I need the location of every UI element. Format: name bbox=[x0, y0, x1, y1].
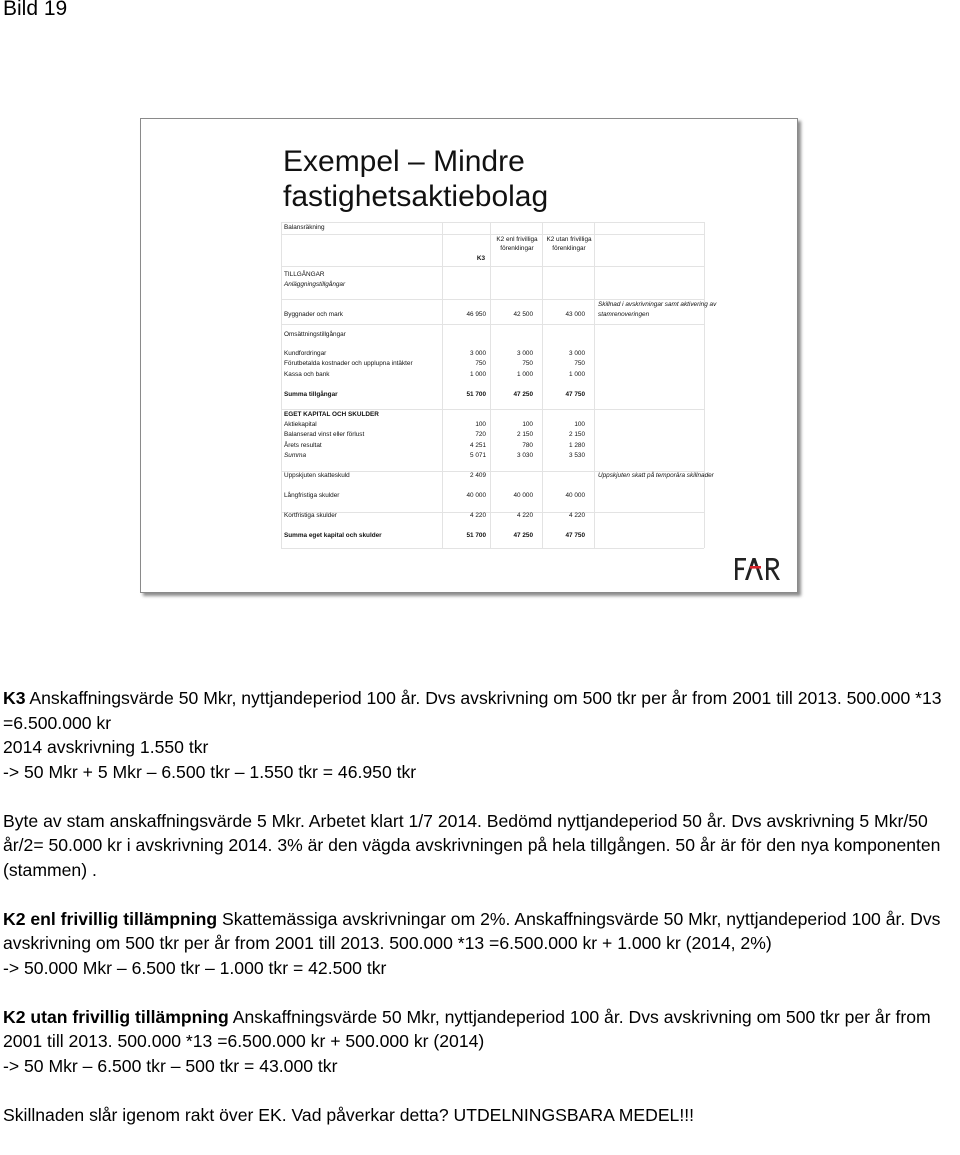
far-logo bbox=[733, 555, 789, 583]
cell-value: 1 280 bbox=[569, 442, 585, 449]
cell-value: 47 250 bbox=[513, 532, 533, 539]
cell-value: 46 950 bbox=[466, 311, 486, 318]
paragraph-skillnaden: Skillnaden slår igenom rakt över EK. Vad påverkar detta? UTDELNINGSBARA MEDEL!!! bbox=[3, 1104, 695, 1125]
note-uppskjuten: Uppskjuten skatt på temporära skillnader bbox=[598, 472, 714, 479]
paragraph-k3 bbox=[3, 686, 958, 735]
row-label-arets-resultat: Årets resultat bbox=[284, 442, 322, 449]
cell-value: 1 000 bbox=[517, 371, 533, 378]
row-label-byggnader: Byggnader och mark bbox=[284, 311, 343, 318]
grid-line bbox=[281, 234, 704, 235]
note-byggnader: Skillnad i avskrivningar samt aktivering av stamrenoveringen bbox=[598, 301, 717, 318]
grid-line bbox=[281, 548, 704, 549]
cell-value: 1 000 bbox=[569, 371, 585, 378]
cell-value: 3 530 bbox=[569, 452, 585, 459]
cell-value: 3 000 bbox=[569, 350, 585, 357]
cell-value: 5 071 bbox=[470, 452, 486, 459]
cell-value: 2 150 bbox=[517, 431, 533, 438]
cell-value: 3 000 bbox=[517, 350, 533, 357]
cell-value: 47 750 bbox=[565, 391, 585, 398]
grid-line bbox=[281, 222, 282, 548]
cell-value: 1 000 bbox=[470, 371, 486, 378]
cell-value: 51 700 bbox=[466, 532, 486, 539]
cell-value: 750 bbox=[475, 360, 486, 367]
cell-value: 3 030 bbox=[517, 452, 533, 459]
row-label-kassa: Kassa och bank bbox=[284, 371, 330, 378]
row-label-summa-tillgangar: Summa tillgångar bbox=[284, 391, 338, 398]
cell-value: 40 000 bbox=[466, 492, 486, 499]
cell-value: 47 250 bbox=[513, 391, 533, 398]
grid-line bbox=[281, 222, 704, 223]
paragraph-k3-line3: -> 50 Mkr + 5 Mkr – 6.500 tkr – 1.550 tkr = 46.950 tkr bbox=[3, 761, 417, 782]
label-k3: K3 bbox=[3, 688, 26, 708]
cell-value: 750 bbox=[522, 360, 533, 367]
row-label-summa: Summa bbox=[284, 452, 307, 459]
cell-value: 4 251 bbox=[470, 442, 486, 449]
label-k2-utan: K2 utan frivillig tillämpning bbox=[3, 1006, 229, 1027]
cell-value: 2 150 bbox=[569, 431, 585, 438]
cell-value: 4 220 bbox=[569, 512, 585, 519]
balance-sheet bbox=[141, 119, 797, 592]
col-header-k2-utan: K2 utan frivilliga förenklingar bbox=[546, 236, 592, 252]
cell-value: 780 bbox=[522, 442, 533, 449]
section-anlaggning: Anläggningstillgångar bbox=[284, 281, 346, 288]
cell-value: 3 000 bbox=[470, 350, 486, 357]
sheet-caption: Balansräkning bbox=[284, 224, 325, 231]
paragraph-k2-enl bbox=[3, 907, 958, 956]
grid-line bbox=[704, 222, 705, 548]
paragraph-k2-utan-line2: -> 50 Mkr – 6.500 tkr – 500 tkr = 43.000 tkr bbox=[3, 1055, 338, 1076]
row-label-balanserad: Balanserad vinst eller förlust bbox=[284, 431, 365, 438]
body-text bbox=[3, 686, 958, 1127]
row-label-uppskjuten: Uppskjuten skatteskuld bbox=[284, 472, 350, 479]
col-header-k2-enl: K2 enl frivilliga förenklingar bbox=[496, 236, 538, 252]
row-label-aktiekapital: Aktiekapital bbox=[284, 421, 317, 428]
cell-value: 42 500 bbox=[513, 311, 533, 318]
page-title: Bild 19 bbox=[3, 0, 68, 20]
label-k2-enl: K2 enl frivillig tillämpning bbox=[3, 908, 218, 929]
row-label-summa-ek-skulder: Summa eget kapital och skulder bbox=[284, 532, 382, 539]
paragraph-k2-enl-line2: -> 50.000 Mkr – 6.500 tkr – 1.000 tkr = 42.500 tkr bbox=[3, 957, 387, 978]
cell-value: 100 bbox=[475, 421, 486, 428]
cell-value: 750 bbox=[574, 360, 585, 367]
text-k2-utan: Anskaffningsvärde 50 Mkr, nyttjandeperiod 100 år. Dvs avskrivning om 500 tkr per år from 2001 till 2013. 500.000 *13 =6.500.000 kr + 500.000 kr (2014) bbox=[3, 1006, 931, 1051]
row-label-langfristiga: Långfristiga skulder bbox=[284, 492, 340, 499]
col-header-k3: K3 bbox=[476, 255, 485, 262]
paragraph-k3-line2: 2014 avskrivning 1.550 tkr bbox=[3, 737, 209, 757]
section-tillgangar: TILLGÅNGAR bbox=[284, 271, 325, 278]
slide-title: Exempel – Mindre fastighetsaktiebolag bbox=[283, 145, 549, 213]
section-eget-kapital: EGET KAPITAL OCH SKULDER bbox=[284, 411, 379, 418]
paragraph-k2-utan bbox=[3, 1005, 958, 1054]
grid-line bbox=[281, 266, 704, 267]
cell-value: 4 220 bbox=[517, 512, 533, 519]
slide bbox=[140, 118, 798, 593]
grid-line bbox=[281, 324, 704, 325]
grid-line bbox=[281, 409, 704, 410]
cell-value: 40 000 bbox=[513, 492, 533, 499]
text-k3: Anskaffningsvärde 50 Mkr, nyttjandeperiod 100 år. Dvs avskrivning om 500 tkr per år from 2001 till 2013. 500.000 *13 =6.500.000 kr bbox=[3, 688, 942, 733]
grid-line bbox=[594, 222, 595, 548]
text-k2-enl: Skattemässiga avskrivningar om 2%. Anskaffningsvärde 50 Mkr, nyttjandeperiod 100 år. Dvs avskrivning om 500 tkr per år from 2001 till 2013. 500.000 *13 =6.500.000 kr + 1.000 kr (2014, 2%) bbox=[3, 908, 941, 953]
cell-value: 2 409 bbox=[470, 472, 486, 479]
row-label-kundfordringar: Kundfordringar bbox=[284, 350, 327, 357]
row-label-forutbetalda: Förutbetalda kostnader och upplupna intäkter bbox=[284, 360, 413, 367]
section-omsattning: Omsättningstillgångar bbox=[284, 331, 346, 338]
cell-value: 720 bbox=[475, 431, 486, 438]
cell-value: 51 700 bbox=[466, 391, 486, 398]
row-label-kortfristiga: Kortfristiga skulder bbox=[284, 512, 337, 519]
cell-value: 40 000 bbox=[565, 492, 585, 499]
cell-value: 100 bbox=[574, 421, 585, 428]
cell-value: 4 220 bbox=[470, 512, 486, 519]
cell-value: 43 000 bbox=[565, 311, 585, 318]
paragraph-byte-av-stam: Byte av stam anskaffningsvärde 5 Mkr. Arbetet klart 1/7 2014. Bedömd nyttjandeperiod 50 år. Dvs avskrivning 5 Mkr/50 år/2= 50.000 kr i avskrivning 2014. 3% är den vägda avskrivningen på hela tillgången. 50 år är för den nya komponenten (stammen) . bbox=[3, 810, 941, 880]
cell-value: 47 750 bbox=[565, 532, 585, 539]
cell-value: 100 bbox=[522, 421, 533, 428]
